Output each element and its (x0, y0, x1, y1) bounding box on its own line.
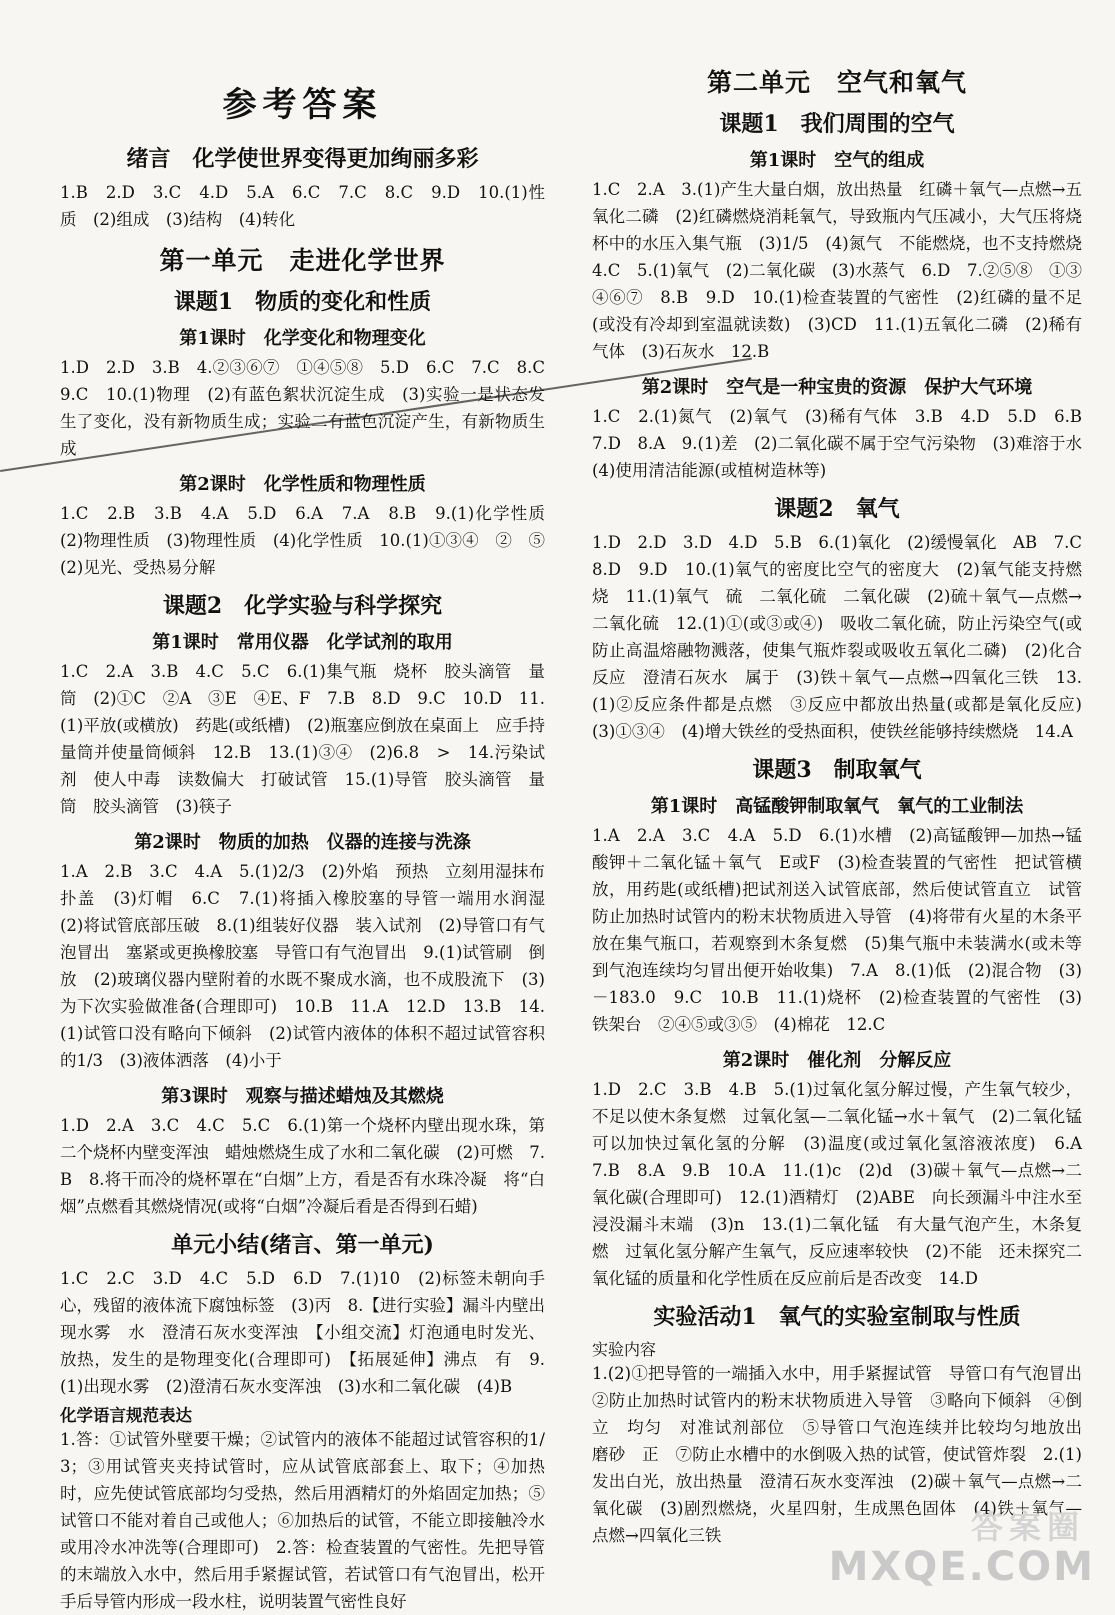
language-expression-heading: 化学语言规范表达 (60, 1406, 192, 1425)
unit2-title: 第二单元 空气和氧气 (706, 68, 967, 97)
unit2-topic2-answers: 1.D 2.D 3.D 4.D 5.B 6.(1)氧化 (2)缓慢氧化 AB 7.C 8.D 9.D 10.(1)氧气的密度比空气的密度大 (2)氧气能支持燃烧 11.(1)氧气 硫 二氧化硫 二氧化碳 (2)硫＋氧气—点燃→二氧化硫 12.(1)①(或③或④) 吸收二氧化硫，防止污染空气(或防止高温熔融物溅落，使集气瓶炸裂或吸收五氧化二磷) (2)化合反应 澄清石灰水 属于 (3)铁＋氧气—点燃→四氧化三铁 13.(1)②反应条件都是点燃 ③反应中都放出热量(或都是氧化反应) (3)①③④ (4)增大铁丝的受热面积，使铁丝能够持续燃烧 14.A (592, 533, 1099, 741)
unit1-topic2-lesson1-answers: 1.C 2.A 3.B 4.C 5.C 6.(1)集气瓶 烧杯 胶头滴管 量筒 (2)①C ②A ③E ④E、F 7.B 8.D 9.C 10.D 11.(1)平放(或横放) 药匙(或纸槽) (2)瓶塞应倒放在桌面上 应手持量筒并使量筒倾斜 12.B 13.(1)③④ (2)6.8 > 14.污染试剂 使人中毒 读数偏大 打破试管 15.(1)导管 胶头滴管 量筒 胶头滴管 (3)筷子 (60, 662, 545, 816)
unit-summary-title: 单元小结(绪言、第一单元) (171, 1232, 434, 1258)
unit2-topic1-title: 课题1 我们周围的空气 (719, 111, 955, 137)
right-column (592, 55, 1099, 1549)
unit1-topic1-lesson1-answers: 1.D 2.D 3.B 4.②③⑥⑦ ①④⑤⑧ 5.D 6.C 7.C 8.C 9.C 10.(1)物理 (2)有蓝色絮状沉淀生成 (3)实验一是状态发生了变化，没有新物质生成；实验二有蓝色沉淀产生，有新物质生成 (60, 358, 562, 458)
unit2-topic1-lesson1-title: 第1课时 空气的组成 (749, 150, 925, 171)
unit2-topic3-lesson1-answers: 1.A 2.A 3.C 4.A 5.D 6.(1)水槽 (2)高锰酸钾—加热→锰酸钾＋二氧化锰＋氧气 E或F (3)检查装置的气密性 把试管横放，用药匙(或纸槽)把试剂送入试管底部，然后使试管直立 试管 防止加热时试管内的粉末状物质进入导管 (4)将带有火星的木条平放在集气瓶口，若观察到木条复燃 (5)集气瓶中未装满水(或未等到气泡连续均匀冒出便开始收集) 7.A 8.(1)低 (2)混合物 (3)－183.0 9.C 10.B 11.(1)烧杯 (2)检查装置的气密性 (3)铁架台 ②④⑤或③⑤ (4)棉花 12.C (592, 826, 1099, 1034)
unit1-topic2-lesson1-title: 第1课时 常用仪器 化学试剂的取用 (152, 632, 453, 653)
unit2-topic3-lesson2-title: 第2课时 催化剂 分解反应 (722, 1050, 952, 1071)
unit2-topic1-lesson2-answers: 1.C 2.(1)氮气 (2)氧气 (3)稀有气体 3.B 4.D 5.D 6.B 7.D 8.A 9.(1)差 (2)二氧化碳不属于空气污染物 (3)难溶于水 (4)使用清洁能源(或植树造林等) (592, 407, 1099, 480)
unit2-topic3-lesson2-answers: 1.D 2.C 3.B 4.B 5.(1)过氧化氢分解过慢，产生氧气较少，不足以使木条复燃 过氧化氢—二氧化锰→水＋氧气 (2)二氧化锰可以加快过氧化氢的分解 (3)温度(或过氧化氢溶液浓度) 6.A 7.B 8.A 9.B 10.A 11.(1)c (2)d (3)碳＋氧气—点燃→二氧化碳(合理即可) 12.(1)酒精灯 (2)ABE 向长颈漏斗中注水至浸没漏斗末端 (3)n 13.(1)二氧化锰 有大量气泡产生，木条复燃 过氧化氢分解产生氧气，反应速率较快 (2)不能 还未探究二氧化锰的质量和化学性质在反应前后是否改变 14.D (592, 1080, 1099, 1288)
left-column (60, 55, 562, 1615)
intro-title: 绪言 化学使世界变得更加绚丽多彩 (126, 146, 479, 172)
unit1-topic2-title: 课题2 化学实验与科学探究 (162, 593, 443, 619)
page-title: 参考答案 (222, 85, 383, 125)
unit1-topic2-lesson2-title: 第2课时 物质的加热 仪器的连接与洗涤 (134, 832, 471, 853)
unit-summary-answers: 1.C 2.C 3.D 4.C 5.D 6.D 7.(1)10 (2)标签未朝向手心，残留的液体流下腐蚀标签 (3)丙 8.【进行实验】漏斗内壁出现水雾 水 澄清石灰水变浑浊 【小组交流】灯泡通电时发光、放热，发生的是物理变化(合理即可) 【拓展延伸】沸点 有 9.(1)出现水雾 (2)澄清石灰水变浑浊 (3)水和二氧化碳 (4)B (60, 1269, 545, 1396)
intro-answers: 1.B 2.D 3.C 4.D 5.A 6.C 7.C 8.C 9.D 10.(1)性质 (2)组成 (3)结构 (4)转化 (60, 183, 545, 229)
language-expression-answers: 1.答：①试管外壁要干燥；②试管内的液体不能超过试管容积的1/3；③用试管夹夹持试管时，应从试管底部套上、取下；④加热时，应先使试管底部均匀受热，然后用酒精灯的外焰固定加热；⑤试管口不能对着自己或他人；⑥加热后的试管，不能立即接触冷水或用冷水冲洗等(合理即可) 2.答：检查装置的气密性。先把导管的末端放入水中，然后用手紧握试管，若试管口有气泡冒出，松开手后导管内形成一段水柱，说明装置气密性良好 (60, 1430, 545, 1611)
unit1-topic2-lesson3-answers: 1.D 2.A 3.C 4.C 5.C 6.(1)第一个烧杯内壁出现水珠，第二个烧杯内壁变浑浊 蜡烛燃烧生成了水和二氧化碳 (2)可燃 7.B 8.将干而冷的烧杯罩在“白烟”上方，看是否有水珠冷凝 将“白烟”点燃看其燃烧情况(或将“白烟”冷凝后看是否得到石蜡) (60, 1116, 545, 1216)
unit1-topic1-lesson2-title: 第2课时 化学性质和物理性质 (179, 474, 426, 495)
unit1-title: 第一单元 走进化学世界 (159, 246, 446, 275)
unit2-topic3-title: 课题3 制取氧气 (752, 757, 922, 783)
unit2-topic2-title: 课题2 氧气 (774, 496, 900, 522)
activity1-subheading: 实验内容 (592, 1340, 657, 1359)
activity1-title: 实验活动1 氧气的实验室制取与性质 (653, 1304, 1021, 1330)
unit2-topic1-lesson1-answers: 1.C 2.A 3.(1)产生大量白烟，放出热量 红磷＋氧气—点燃→五氧化二磷 (2)红磷燃烧消耗氧气，导致瓶内气压减小，大气压将烧杯中的水压入集气瓶 (3)1/5 (4)氮气 不能燃烧，也不支持燃烧 4.C 5.(1)氧气 (2)二氧化碳 (3)水蒸气 6.D 7.②⑤⑧ ①③④⑥⑦ 8.B 9.D 10.(1)检查装置的气密性 (2)红磷的量不足(或没有冷却到室温就读数) (3)CD 11.(1)五氧化二磷 (2)稀有气体 (3)石灰水 12.B (592, 180, 1099, 361)
unit1-topic2-lesson3-title: 第3课时 观察与描述蜡烛及其燃烧 (161, 1086, 444, 1107)
watermark-url: MXQE.COM (828, 1544, 1095, 1590)
watermark-logo: 答案圈 (970, 1508, 1085, 1546)
unit1-topic1-lesson1-title: 第1课时 化学变化和物理变化 (179, 328, 426, 349)
unit1-topic2-lesson2-answers: 1.A 2.B 3.C 4.A 5.(1)2/3 (2)外焰 预热 立刻用湿抹布扑盖 (3)灯帽 6.C 7.(1)将插入橡胶塞的导管一端用水润湿 (2)将试管底部压破 8.(1)组装好仪器 装入试剂 (2)导管口有气泡冒出 塞紧或更换橡胶塞 导管口有气泡冒出 9.(1)试管刷 倒放 (2)玻璃仪器内壁附着的水既不聚成水滴，也不成股流下 (3)为下次实验做准备(合理即可) 10.B 11.A 12.D 13.B 14.(1)试管口没有略向下倾斜 (2)试管内液体的体积不超过试管容积的1/3 (3)液体洒落 (4)小于 (60, 862, 562, 1070)
unit2-topic1-lesson2-title: 第2课时 空气是一种宝贵的资源 保护大气环境 (641, 377, 1033, 398)
activity1-answers: 1.(2)①把导管的一端插入水中，用手紧握试管 导管口有气泡冒出 ②防止加热时试管内的粉末状物质进入导管 ③略向下倾斜 ④倒立 均匀 对准试剂部位 ⑤导管口气泡连续并比较均匀地放出 磨砂 正 ⑦防止水槽中的水倒吸入热的试管，使试管炸裂 2.(1)发出白光，放出热量 澄清石灰水变浑浊 (2)碳＋氧气—点燃→二氧化碳 (3)剧烈燃烧，火星四射，生成黑色固体 (4)铁＋氧气—点燃→四氧化三铁 (592, 1364, 1099, 1545)
unit1-topic1-lesson2-answers: 1.C 2.B 3.B 4.A 5.D 6.A 7.A 8.B 9.(1)化学性质 (2)物理性质 (3)物理性质 (4)化学性质 10.(1)①③④ ② ⑤ (2)见光、受热易分解 (60, 504, 562, 577)
unit1-topic1-title: 课题1 物质的变化和性质 (173, 289, 432, 315)
unit2-topic3-lesson1-title: 第1课时 高锰酸钾制取氧气 氧气的工业制法 (650, 796, 1024, 817)
